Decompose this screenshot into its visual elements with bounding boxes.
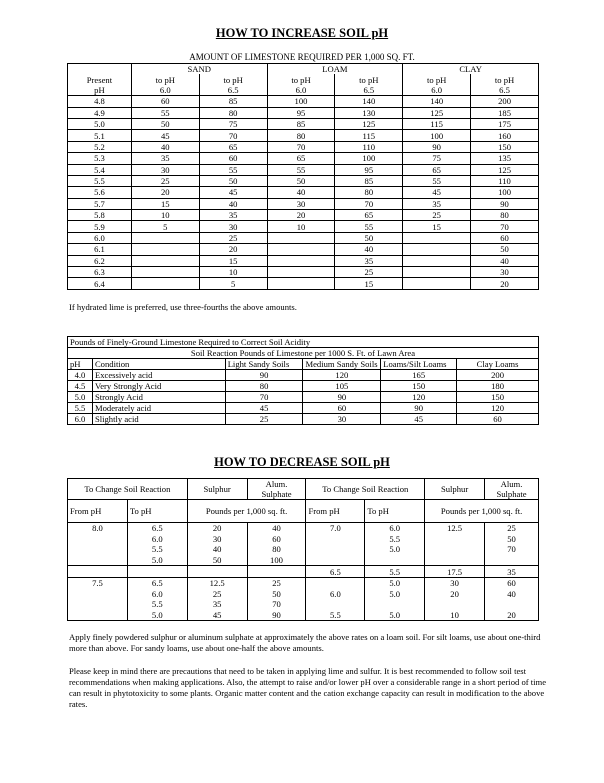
table-cell: 30: [267, 198, 335, 209]
col-to-ph: to pH: [335, 74, 403, 84]
table-cell: 40: [131, 141, 199, 152]
table-row: [68, 153, 539, 164]
table-cell: 6.0: [68, 414, 93, 425]
table-cell: 105: [303, 381, 381, 392]
table-cell: 6.0: [127, 589, 187, 600]
table-cell: 95: [335, 164, 403, 175]
table-cell: [365, 555, 425, 566]
table-cell: 7.0: [306, 523, 365, 534]
table-cell: [131, 232, 199, 243]
table-cell: 20: [471, 278, 539, 289]
table-cell: 5.9: [68, 221, 132, 232]
table-cell: 7.5: [68, 577, 128, 588]
table-cell: [306, 599, 365, 610]
table-row: [68, 107, 539, 118]
col-val: 6.0: [267, 85, 335, 96]
col-pounds-right: Pounds per 1,000 sq. ft.: [425, 500, 539, 523]
table-cell: 110: [335, 141, 403, 152]
table-cell: 5.6: [68, 187, 132, 198]
table-cell: [485, 599, 539, 610]
table-cell: 6.0: [306, 589, 365, 600]
table-cell: 45: [403, 187, 471, 198]
table-cell: 90: [471, 198, 539, 209]
table-cell: 85: [267, 118, 335, 129]
table-row: [68, 555, 539, 566]
table-cell: 60: [457, 414, 539, 425]
table-cell: 45: [131, 130, 199, 141]
col-loams: Loams/Silt Loams: [381, 359, 457, 370]
table-cell: 70: [199, 130, 267, 141]
table-cell: 20: [485, 610, 539, 621]
table-cell: 6.5: [127, 523, 187, 534]
table-cell: [131, 267, 199, 278]
table-cell: 55: [131, 107, 199, 118]
table-cell: 5.5: [127, 599, 187, 610]
table-cell: 5.0: [365, 577, 425, 588]
table-cell: 150: [381, 381, 457, 392]
table-cell: 60: [485, 577, 539, 588]
table-cell: 185: [471, 107, 539, 118]
table-cell: [425, 555, 485, 566]
table-cell: 6.0: [365, 523, 425, 534]
table-row: [68, 392, 539, 403]
table-cell: 40: [335, 244, 403, 255]
table-cell: 140: [335, 96, 403, 107]
table-cell: 25: [225, 414, 303, 425]
table-cell: [127, 566, 187, 578]
col-alum-right: Alum. Sulphate: [485, 479, 539, 500]
table-cell: Strongly Acid: [92, 392, 225, 403]
lawn-subheading: Soil Reaction Pounds of Limestone per 1000 S. Ft. of Lawn Area: [68, 348, 539, 359]
table-cell: 5.0: [365, 610, 425, 621]
col-to-ph: to pH: [131, 74, 199, 84]
table-cell: 80: [247, 544, 306, 555]
table-cell: 85: [199, 96, 267, 107]
table-row: [68, 118, 539, 129]
table-cell: 200: [457, 370, 539, 381]
table-cell: 5.4: [68, 164, 132, 175]
table-cell: 60: [471, 232, 539, 243]
table-cell: 90: [303, 392, 381, 403]
table-row: [68, 96, 539, 107]
col-medium-sandy: Medium Sandy Soils: [303, 359, 381, 370]
table-cell: 65: [199, 141, 267, 152]
table-cell: 50: [131, 118, 199, 129]
table-row: [68, 544, 539, 555]
table-cell: 160: [471, 130, 539, 141]
table-cell: 35: [187, 599, 247, 610]
table-cell: 35: [403, 198, 471, 209]
sulphur-note: Apply finely powdered sulphur or aluminum sulphate at approximately the above rates on a loam soil. For silt loams, use about one-third more than above. For sandy loams, use about one-half the above amounts.: [69, 632, 541, 653]
table-cell: 4.0: [68, 370, 93, 381]
table-cell: 4.9: [68, 107, 132, 118]
table-cell: 10: [131, 210, 199, 221]
table-cell: 10: [199, 267, 267, 278]
table-cell: 50: [247, 589, 306, 600]
group-clay: CLAY: [403, 64, 539, 75]
table-cell: 75: [403, 153, 471, 164]
table-cell: 15: [199, 255, 267, 266]
table-row: [68, 232, 539, 243]
col-change-left: To Change Soil Reaction: [68, 479, 188, 500]
table-cell: 95: [267, 107, 335, 118]
table-cell: 165: [381, 370, 457, 381]
col-condition: Condition: [92, 359, 225, 370]
table-cell: 5.8: [68, 210, 132, 221]
table-cell: 60: [199, 153, 267, 164]
table-cell: [68, 610, 128, 621]
table-row: [68, 210, 539, 221]
increase-title: HOW TO INCREASE SOIL pH: [215, 26, 389, 40]
table-cell: [68, 544, 128, 555]
table-row: [68, 381, 539, 392]
table-cell: 40: [267, 187, 335, 198]
table-cell: 30: [471, 267, 539, 278]
table-cell: 4.8: [68, 96, 132, 107]
table-cell: 100: [403, 130, 471, 141]
table-cell: 50: [485, 534, 539, 545]
table-cell: 15: [403, 221, 471, 232]
table-cell: 80: [199, 107, 267, 118]
table-cell: 25: [335, 267, 403, 278]
table-cell: 45: [225, 403, 303, 414]
table-cell: 70: [267, 141, 335, 152]
table-cell: 6.0: [68, 232, 132, 243]
table-row: [68, 198, 539, 209]
table-cell: Very Strongly Acid: [92, 381, 225, 392]
table-cell: [425, 534, 485, 545]
table-row: [68, 370, 539, 381]
table-cell: [267, 267, 335, 278]
table-cell: 10: [425, 610, 485, 621]
col-clay-loams: Clay Loams: [457, 359, 539, 370]
table-cell: 150: [471, 141, 539, 152]
table-cell: 150: [457, 392, 539, 403]
table-row: [68, 566, 539, 578]
table-cell: 35: [199, 210, 267, 221]
sulphur-table: [67, 478, 539, 621]
table-cell: 140: [403, 96, 471, 107]
table-cell: 120: [457, 403, 539, 414]
table-cell: [68, 589, 128, 600]
table-cell: 5.5: [127, 544, 187, 555]
table-cell: 5.5: [365, 566, 425, 578]
table-cell: 50: [199, 175, 267, 186]
table-cell: 35: [485, 566, 539, 578]
table-cell: 25: [247, 577, 306, 588]
table-cell: [131, 278, 199, 289]
table-cell: 40: [471, 255, 539, 266]
table-cell: 55: [199, 164, 267, 175]
col-val: 6.0: [403, 85, 471, 96]
col-to-ph: to pH: [403, 74, 471, 84]
table-cell: 50: [471, 244, 539, 255]
col-ph: pH: [68, 85, 132, 96]
table-cell: 25: [187, 589, 247, 600]
table-row: [68, 267, 539, 278]
table-cell: 20: [187, 523, 247, 534]
table-cell: 70: [225, 392, 303, 403]
table-row: [68, 589, 539, 600]
col-to-ph: to pH: [267, 74, 335, 84]
table-row: [68, 534, 539, 545]
table-cell: 125: [403, 107, 471, 118]
table-cell: 30: [425, 577, 485, 588]
table-cell: 50: [187, 555, 247, 566]
col-change-right: To Change Soil Reaction: [306, 479, 425, 500]
table-cell: 25: [403, 210, 471, 221]
table-cell: [365, 599, 425, 610]
table-cell: [425, 599, 485, 610]
table-cell: 5.0: [127, 610, 187, 621]
table-cell: 90: [403, 141, 471, 152]
table-cell: 65: [335, 210, 403, 221]
table-cell: 70: [247, 599, 306, 610]
table-cell: 4.5: [68, 381, 93, 392]
table-cell: 85: [335, 175, 403, 186]
table-cell: 120: [303, 370, 381, 381]
table-row: [68, 130, 539, 141]
table-row: [68, 414, 539, 425]
table-cell: [306, 577, 365, 588]
group-sand: SAND: [131, 64, 267, 75]
table-cell: 115: [403, 118, 471, 129]
table-cell: 200: [471, 96, 539, 107]
table-cell: 5.7: [68, 198, 132, 209]
table-cell: Slightly acid: [92, 414, 225, 425]
table-cell: 65: [267, 153, 335, 164]
table-cell: 5.2: [68, 141, 132, 152]
hydrated-lime-note: If hydrated lime is preferred, use three-fourths the above amounts.: [69, 302, 297, 312]
lawn-heading: Pounds of Finely-Ground Limestone Required to Correct Soil Acidity: [68, 337, 539, 348]
table-cell: 5.0: [68, 392, 93, 403]
table-cell: 17.5: [425, 566, 485, 578]
table-cell: 80: [225, 381, 303, 392]
table-cell: 15: [335, 278, 403, 289]
table-cell: 60: [247, 534, 306, 545]
col-light-sandy: Light Sandy Soils: [225, 359, 303, 370]
table-cell: 25: [131, 175, 199, 186]
table-row: [68, 221, 539, 232]
lawn-limestone-table: [67, 336, 539, 425]
increase-caption: AMOUNT OF LIMESTONE REQUIRED PER 1,000 SQ. FT.: [189, 52, 415, 62]
table-cell: [306, 534, 365, 545]
col-pounds-left: Pounds per 1,000 sq. ft.: [187, 500, 306, 523]
table-cell: 90: [381, 403, 457, 414]
table-cell: 20: [131, 187, 199, 198]
col-sulphur-right: Sulphur: [425, 479, 485, 500]
table-cell: 100: [335, 153, 403, 164]
table-cell: 35: [131, 153, 199, 164]
table-cell: 60: [131, 96, 199, 107]
table-cell: [485, 555, 539, 566]
col-val: 6.5: [471, 85, 539, 96]
col-to-ph: to pH: [199, 74, 267, 84]
table-row: [68, 278, 539, 289]
table-cell: 75: [199, 118, 267, 129]
table-row: [68, 255, 539, 266]
table-cell: 130: [335, 107, 403, 118]
limestone-table: [67, 63, 539, 290]
table-cell: 55: [403, 175, 471, 186]
table-cell: [403, 255, 471, 266]
table-cell: 70: [335, 198, 403, 209]
table-cell: 120: [381, 392, 457, 403]
col-to-ph: to pH: [471, 74, 539, 84]
table-cell: 5.5: [68, 403, 93, 414]
col-to-ph: To pH: [127, 500, 187, 523]
table-cell: 20: [199, 244, 267, 255]
table-cell: 80: [335, 187, 403, 198]
table-cell: 5.0: [127, 555, 187, 566]
table-cell: 5.0: [365, 544, 425, 555]
table-row: [68, 610, 539, 621]
table-cell: [267, 278, 335, 289]
table-cell: [187, 566, 247, 578]
table-row: [68, 175, 539, 186]
table-row: [68, 577, 539, 588]
table-cell: 6.2: [68, 255, 132, 266]
table-cell: 135: [471, 153, 539, 164]
table-cell: [267, 244, 335, 255]
table-cell: 30: [131, 164, 199, 175]
table-cell: 45: [199, 187, 267, 198]
table-cell: [306, 555, 365, 566]
table-cell: 55: [267, 164, 335, 175]
table-cell: 80: [471, 210, 539, 221]
table-cell: 30: [199, 221, 267, 232]
table-cell: 8.0: [68, 523, 128, 534]
table-cell: 175: [471, 118, 539, 129]
table-cell: 15: [131, 198, 199, 209]
group-loam: LOAM: [267, 64, 403, 75]
table-cell: [403, 232, 471, 243]
table-cell: 125: [335, 118, 403, 129]
table-cell: [131, 255, 199, 266]
col-to-ph: To pH: [365, 500, 425, 523]
table-cell: [68, 566, 128, 578]
col-from-ph: From pH: [306, 500, 365, 523]
table-cell: 60: [303, 403, 381, 414]
table-cell: 6.0: [127, 534, 187, 545]
table-row: [68, 523, 539, 534]
table-cell: 50: [335, 232, 403, 243]
col-val: 6.5: [335, 85, 403, 96]
table-cell: [403, 244, 471, 255]
table-cell: 20: [425, 589, 485, 600]
table-cell: 30: [187, 534, 247, 545]
col-from-ph: From pH: [68, 500, 128, 523]
table-cell: 90: [225, 370, 303, 381]
table-cell: Moderately acid: [92, 403, 225, 414]
table-cell: [68, 599, 128, 610]
table-cell: 110: [471, 175, 539, 186]
table-cell: 6.1: [68, 244, 132, 255]
col-val: 6.5: [199, 85, 267, 96]
table-cell: 35: [335, 255, 403, 266]
table-cell: 6.5: [306, 566, 365, 578]
table-cell: 100: [247, 555, 306, 566]
table-row: [68, 244, 539, 255]
table-cell: 6.3: [68, 267, 132, 278]
table-cell: Excessively acid: [92, 370, 225, 381]
col-sulphur-left: Sulphur: [187, 479, 247, 500]
table-cell: 5.0: [68, 118, 132, 129]
table-cell: 65: [403, 164, 471, 175]
table-cell: 125: [471, 164, 539, 175]
table-cell: 12.5: [187, 577, 247, 588]
table-cell: 5: [199, 278, 267, 289]
table-cell: 80: [267, 130, 335, 141]
table-cell: 70: [485, 544, 539, 555]
table-row: [68, 141, 539, 152]
table-cell: 30: [303, 414, 381, 425]
table-cell: 90: [247, 610, 306, 621]
col-ph: pH: [68, 359, 93, 370]
table-cell: [267, 232, 335, 243]
table-cell: [267, 255, 335, 266]
table-cell: 6.5: [127, 577, 187, 588]
table-cell: 40: [187, 544, 247, 555]
table-row: [68, 187, 539, 198]
table-cell: [131, 244, 199, 255]
table-cell: 45: [381, 414, 457, 425]
table-cell: [403, 267, 471, 278]
table-cell: [247, 566, 306, 578]
table-cell: 45: [187, 610, 247, 621]
table-cell: 5.1: [68, 130, 132, 141]
table-cell: 40: [485, 589, 539, 600]
col-present: Present: [68, 74, 132, 84]
table-cell: 5.0: [365, 589, 425, 600]
table-cell: 5: [131, 221, 199, 232]
table-cell: 25: [199, 232, 267, 243]
table-row: [68, 599, 539, 610]
table-cell: 6.4: [68, 278, 132, 289]
table-cell: [306, 544, 365, 555]
table-cell: 5.5: [365, 534, 425, 545]
table-cell: 115: [335, 130, 403, 141]
table-cell: 180: [457, 381, 539, 392]
table-cell: 10: [267, 221, 335, 232]
precautions-note: Please keep in mind there are precautions that need to be taken in applying lime and sulfur. It is best recommended to follow soil test recommendations when making applications. Also, the attempt to raise and/or lower pH over a considerable range in a short period of time can result in phytotoxicity to some plants. Organic matter content and the cation exchange capacity can result in modification to the above rates.: [69, 666, 547, 709]
table-cell: 12.5: [425, 523, 485, 534]
table-cell: 25: [485, 523, 539, 534]
table-cell: [68, 534, 128, 545]
table-cell: 50: [267, 175, 335, 186]
table-cell: [425, 544, 485, 555]
table-row: [68, 403, 539, 414]
table-cell: 5.5: [306, 610, 365, 621]
table-cell: 20: [267, 210, 335, 221]
table-cell: 55: [335, 221, 403, 232]
table-cell: 100: [267, 96, 335, 107]
col-alum-left: Alum. Sulphate: [247, 479, 306, 500]
table-cell: 5.5: [68, 175, 132, 186]
col-val: 6.0: [131, 85, 199, 96]
table-cell: [68, 555, 128, 566]
table-cell: 40: [247, 523, 306, 534]
table-cell: 40: [199, 198, 267, 209]
table-cell: 70: [471, 221, 539, 232]
table-cell: [403, 278, 471, 289]
table-row: [68, 164, 539, 175]
table-cell: 100: [471, 187, 539, 198]
table-cell: 5.3: [68, 153, 132, 164]
decrease-title: HOW TO DECREASE SOIL pH: [214, 455, 390, 469]
